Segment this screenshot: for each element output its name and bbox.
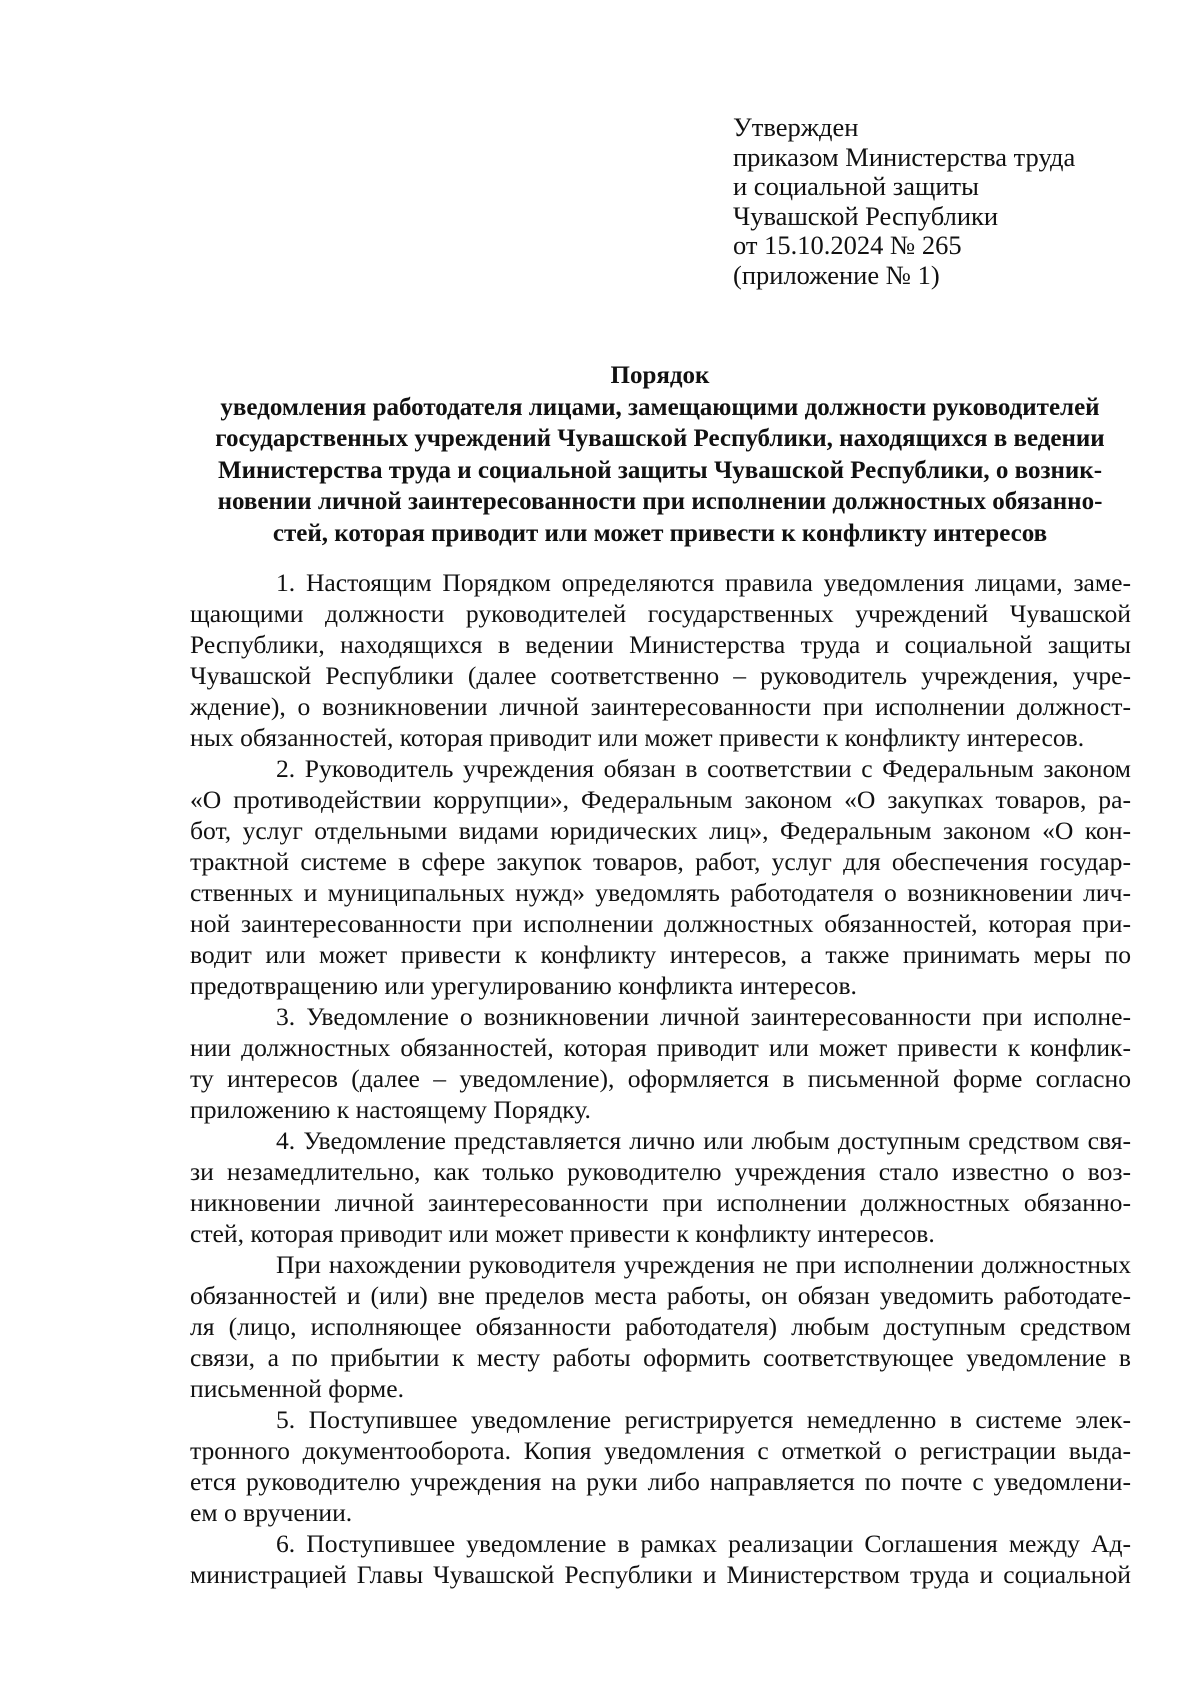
approval-stamp [733, 113, 1153, 290]
approval-line: и социальной защиты [733, 171, 979, 201]
paragraph-line: ля (лицо, исполняющее обязанности работодателя) любым доступным средством [190, 1312, 1131, 1341]
approval-line: от 15.10.2024 № 265 [733, 230, 962, 260]
document-title [190, 360, 1130, 549]
paragraph-line: ных обязанностей, которая приводит или может привести к конфликту интересов. [190, 723, 1085, 752]
approval-line: (приложение № 1) [733, 259, 940, 290]
approval-line: Утвержден [733, 112, 859, 142]
paragraph-line: приложению к настоящему Порядку. [190, 1095, 591, 1124]
title-heading: Порядок [610, 362, 710, 389]
paragraph-line: Республики, находящихся в ведении Министерства труда и социальной защиты [190, 630, 1131, 659]
paragraph-line: Чувашской Республики (далее соответственно – руководитель учреждения, учре- [190, 661, 1131, 690]
paragraph-line: ждение), о возникновении личной заинтересованности при исполнении должност- [190, 692, 1131, 721]
paragraph-line: водит или может привести к конфликту интересов, а также принимать меры по [190, 940, 1131, 969]
paragraph-line: щающими должности руководителей государственных учреждений Чувашской [190, 599, 1131, 628]
paragraph-line: ту интересов (далее – уведомление), оформляется в письменной форме согласно [190, 1064, 1131, 1093]
paragraph-line: ственных и муниципальных нужд» уведомлять работодателя о возникновении лич- [190, 878, 1131, 907]
paragraph-line: трактной системе в сфере закупок товаров, работ, услуг для обеспечения государ- [190, 847, 1131, 876]
paragraph-line: письменной форме. [190, 1374, 405, 1403]
paragraph-4-continued [190, 1249, 1131, 1404]
paragraph-2 [190, 753, 1131, 1001]
paragraph-3 [190, 1001, 1131, 1125]
paragraph-line: зи незамедлительно, как только руководителю учреждения стало известно о воз- [190, 1157, 1131, 1186]
paragraph-line: тронного документооборота. Копия уведомления с отметкой о регистрации выда- [190, 1436, 1131, 1465]
paragraph-6 [190, 1528, 1131, 1590]
paragraph-line: ем о вручении. [190, 1498, 353, 1527]
paragraph-line: 2. Руководитель учреждения обязан в соответствии с Федеральным законом [276, 754, 1131, 783]
approval-line: приказом Министерства труда [733, 141, 1076, 172]
paragraph-line: предотвращению или урегулированию конфликта интересов. [190, 971, 857, 1000]
title-line: стей, которая приводит или может привести к конфликту интересов [272, 519, 1048, 547]
paragraph-line: никновении личной заинтересованности при исполнении должностных обязанно- [190, 1188, 1131, 1217]
paragraph-line: связи, а по прибытии к месту работы оформить соответствующее уведомление в [190, 1343, 1131, 1372]
paragraph-4 [190, 1125, 1131, 1249]
paragraph-line: ется руководителю учреждения на руки либо направляется по почте с уведомлени- [190, 1467, 1131, 1496]
paragraph-line: 4. Уведомление представляется лично или любым доступным средством свя- [276, 1126, 1131, 1155]
paragraph-line: нии должностных обязанностей, которая приводит или может привести к конфлик- [190, 1033, 1131, 1062]
paragraph-1 [190, 567, 1131, 753]
document-body [190, 567, 1131, 1590]
title-line: новении личной заинтересованности при исполнении должностных обязанно- [217, 488, 1103, 515]
paragraph-5 [190, 1404, 1131, 1528]
paragraph-line: стей, которая приводит или может привести к конфликту интересов. [190, 1219, 935, 1248]
title-line: государственных учреждений Чувашской Республики, находящихся в ведении [215, 425, 1105, 452]
title-line: Министерства труда и социальной защиты Чувашской Республики, о возник- [217, 456, 1103, 484]
title-line: уведомления работодателя лицами, замещающими должности руководителей [220, 393, 1100, 421]
paragraph-line: министрацией Главы Чувашской Республики и Министерством труда и социальной [190, 1560, 1131, 1589]
paragraph-line: 3. Уведомление о возникновении личной заинтересованности при исполне- [276, 1002, 1131, 1031]
paragraph-line: обязанностей и (или) вне пределов места работы, он обязан уведомить работодате- [190, 1281, 1131, 1310]
approval-line: Чувашской Республики [733, 200, 999, 231]
paragraph-line: бот, услуг отдельными видами юридических лиц», Федеральным законом «О кон- [190, 816, 1131, 845]
paragraph-line: 1. Настоящим Порядком определяются правила уведомления лицами, заме- [276, 568, 1131, 597]
paragraph-line: При нахождении руководителя учреждения не при исполнении должностных [276, 1250, 1131, 1279]
paragraph-line: 5. Поступившее уведомление регистрируется немедленно в системе элек- [276, 1405, 1131, 1434]
paragraph-line: 6. Поступившее уведомление в рамках реализации Соглашения между Ад- [276, 1529, 1131, 1558]
paragraph-line: ной заинтересованности при исполнении должностных обязанностей, которая при- [190, 909, 1131, 938]
paragraph-line: «О противодействии коррупции», Федеральным законом «О закупках товаров, ра- [190, 785, 1131, 814]
